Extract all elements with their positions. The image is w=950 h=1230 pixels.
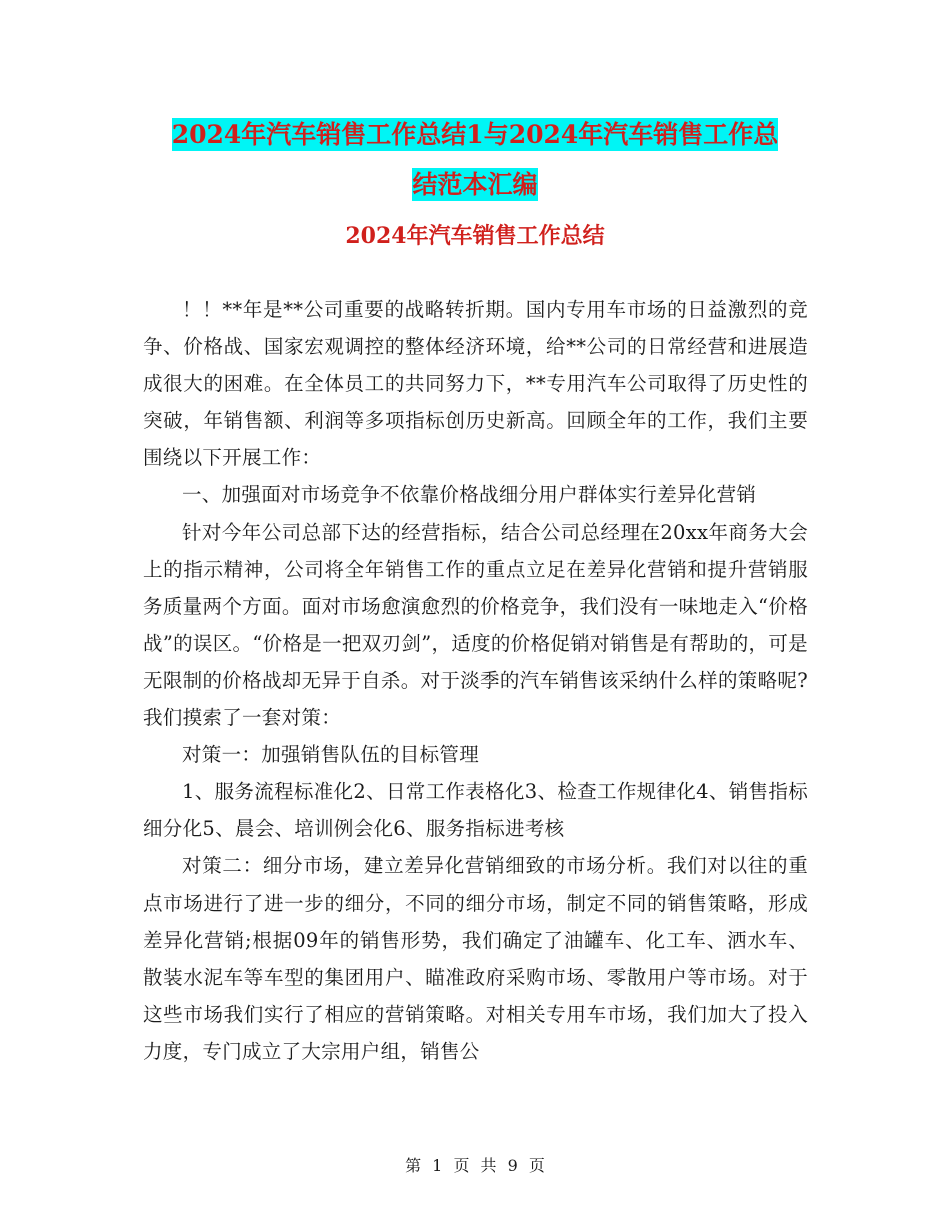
section-heading: 2024年汽车销售工作总结 — [345, 223, 605, 249]
paragraph-countermeasure-one: 对策一：加强销售队伍的目标管理 — [182, 743, 480, 767]
paragraph-countermeasure-two: 对策二：细分市场，建立差异化营销细致的市场分析。我们对以往的重点市场进行了进一步的细分，不同的细分市场，制定不同的销售策略，形成差异化营销;根据09年的销售形势，我们确定了油罐车、化工车、洒水车、散装水泥车等车型的集团用户、瞄准政府采购市场、零散用户等市场。对于这些市场我们实行了相应的营销策略。对相关专用车市场，我们加大了投入力度，专门成立了大宗用户组，销售公 — [143, 854, 808, 1063]
paragraph-list: 1、服务流程标准化2、日常工作表格化3、检查工作规律化4、销售指标细分化5、晨会、培训例会化6、服务指标进考核 — [143, 780, 808, 841]
document-title-line-1: 2024年汽车销售工作总结1与2024年汽车销售工作总 — [171, 120, 779, 149]
document-title-line-2: 结范本汇编 — [412, 170, 538, 199]
page-footer: 第 1 页 共 9 页 — [405, 1156, 545, 1175]
paragraph-strategy: 针对今年公司总部下达的经营指标，结合公司总经理在20xx年商务大会上的指示精神，公司将全年销售工作的重点立足在差异化营销和提升营销服务质量两个方面。面对市场愈演愈烈的价格竞争，我们没有一味地走入“价格战”的误区。“价格是一把双刃剑”，适度的价格促销对销售是有帮助的，可是无限制的价格战却无异于自杀。对于淡季的汽车销售该采纳什么样的策略呢?我们摸索了一套对策： — [143, 520, 808, 730]
document-body — [143, 291, 808, 1070]
document-title — [0, 110, 950, 210]
paragraph-intro: ！！**年是**公司重要的战略转折期。国内专用车市场的日益激烈的竞争、价格战、国家宏观调控的整体经济环境，给**公司的日常经营和进展造成很大的困难。在全体员工的共同努力下，**专用汽车公司取得了历史性的突破，年销售额、利润等多项指标创历史新高。回顾全年的工作，我们主要围绕以下开展工作： — [143, 298, 808, 470]
paragraph-heading-one: 一、加强面对市场竞争不依靠价格战细分用户群体实行差异化营销 — [182, 483, 757, 507]
